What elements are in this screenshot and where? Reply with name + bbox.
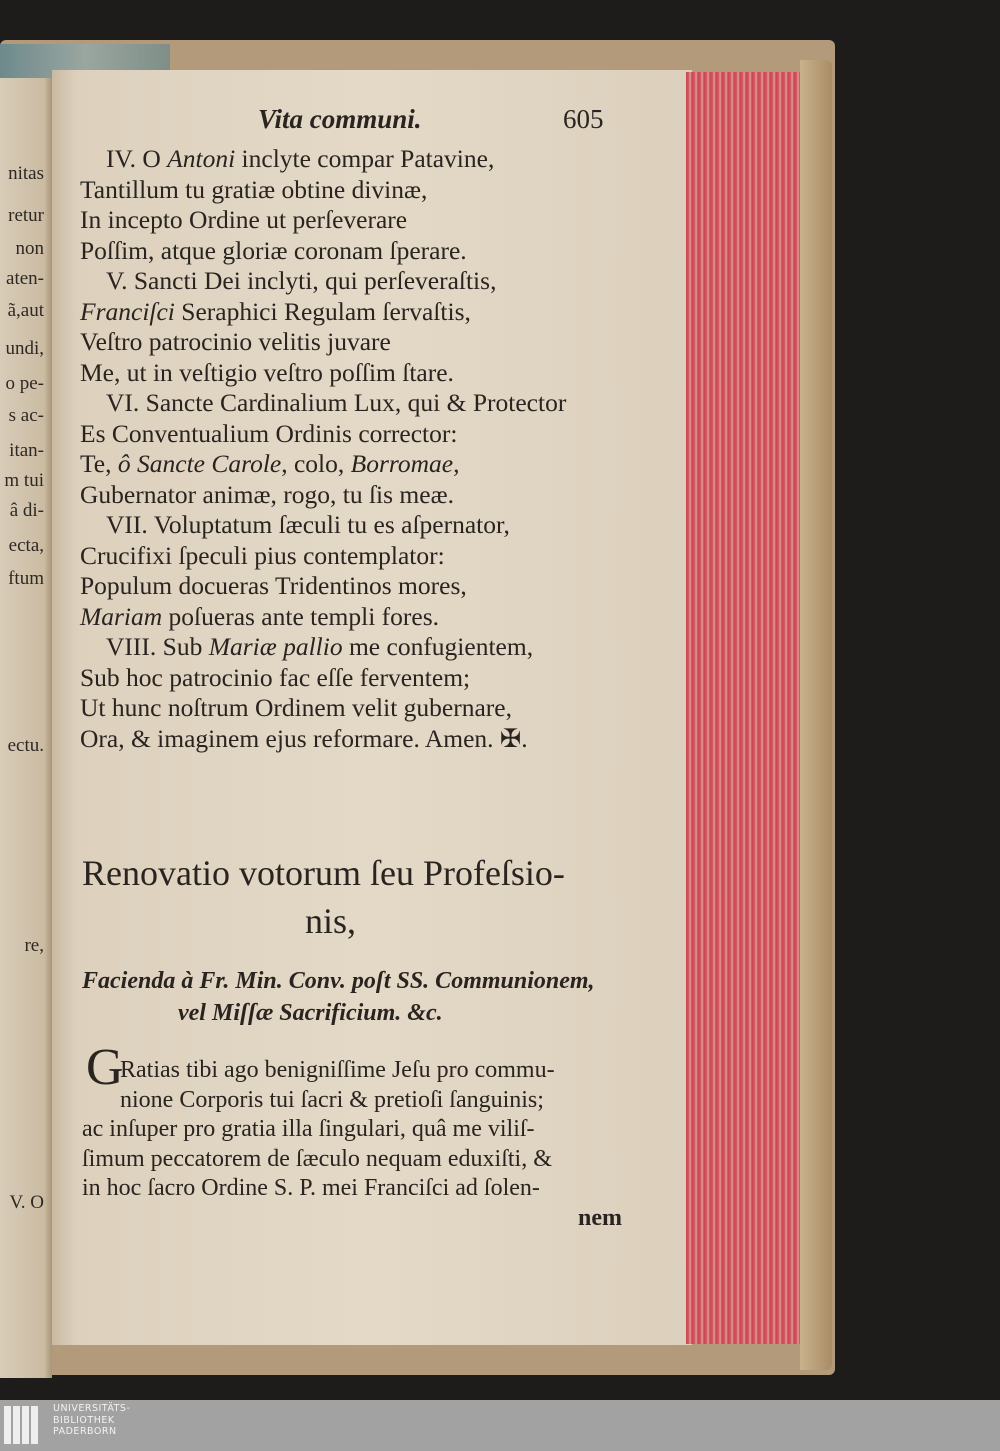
section-title: Renovatio votorum ſeu Profeſsio- — [82, 853, 565, 893]
left-page-fragment: re, — [24, 935, 44, 956]
verse-text: Veſtro patrocinio velitis juvare — [80, 327, 391, 356]
library-logo-text: UNIVERSITÄTS- BIBLIOTHEK PADERBORN — [53, 1403, 131, 1437]
body-line: Ratias tibi ago benigniſſime Jeſu pro commu- — [120, 1057, 555, 1083]
left-page-fragment: m tui — [4, 470, 44, 491]
italic-name: Mariæ pallio — [208, 632, 343, 661]
verse-line — [80, 693, 566, 724]
verse-text: Crucifixi ſpeculi pius contemplator: — [80, 540, 445, 570]
verse-text: In incepto Ordine ut perſeverare — [80, 205, 408, 234]
verse-text: , colo, — [281, 449, 351, 478]
body-line: ſimum peccatorem de ſæculo nequam eduxiſti, & — [82, 1145, 552, 1172]
left-page-fragment: itan- — [9, 440, 44, 461]
verse-line — [80, 205, 566, 236]
left-page-fragment: V. O — [9, 1192, 44, 1213]
left-page-fragment: â di- — [9, 500, 44, 521]
body-line: in hoc ſacro Ordine S. P. mei Franciſci ad ſolen- — [82, 1175, 540, 1201]
verse-text: Sub hoc patrocinio fac eſſe ferventem; — [80, 662, 471, 692]
verse-text: Es Conventualium Ordinis corrector: — [80, 418, 458, 448]
verse-line — [80, 510, 566, 541]
section-title-continued: nis, — [305, 901, 357, 941]
subtitle-line-1: Facienda à Fr. Min. Conv. poſt SS. Communionem, — [82, 968, 595, 994]
catchword: nem — [578, 1204, 622, 1231]
left-page-fragment: nitas — [8, 163, 44, 184]
verse-text: VIII. Sub — [106, 632, 209, 661]
left-page-fragment: ectu. — [7, 735, 44, 756]
book-fore-edge — [800, 60, 832, 1370]
italic-name: Franciſci — [80, 296, 175, 326]
red-page-edges — [686, 72, 800, 1344]
body-line: nione Corporis tui ſacri & pretioſi ſanguinis; — [120, 1086, 544, 1113]
verse-text: V. Sancti Dei inclyti, qui perſeveraſtis, — [106, 266, 497, 295]
left-page-fragment: ã,aut — [7, 300, 44, 321]
verse-text: Seraphici Regulam ſervaſtis, — [174, 296, 471, 326]
verse-line — [80, 297, 566, 328]
drop-cap: G — [86, 1039, 124, 1096]
verse-text: VII. Voluptatum ſæculi tu es aſpernator, — [106, 510, 510, 539]
library-logo-icon — [4, 1406, 40, 1449]
italic-name: Borromae, — [350, 449, 460, 478]
left-page-fragment: ecta, — [8, 535, 44, 556]
verse-text: Ut hunc noſtrum Ordinem velit gubernare, — [80, 693, 512, 722]
verse-block — [80, 144, 566, 754]
verse-text: Poſſim, atque gloriæ coronam ſperare. — [80, 235, 467, 265]
verse-line — [80, 327, 566, 358]
verse-text: Gubernator animæ, rogo, tu ſis meæ. — [80, 479, 454, 509]
verse-line — [80, 388, 566, 419]
left-page-fragment: ftum — [8, 568, 44, 589]
verse-text: Me, ut in veſtigio veſtro poſſim ſtare. — [80, 357, 454, 387]
verse-line — [80, 541, 566, 572]
italic-name: Antoni — [167, 144, 236, 173]
body-line: ac inſuper pro gratia illa ſingulari, quâ me viliſ- — [82, 1116, 535, 1142]
left-page-fragment: undi, — [5, 338, 44, 359]
verse-text: IV. O — [106, 144, 168, 173]
verse-line — [80, 175, 566, 206]
footer-bar — [0, 1400, 1000, 1451]
verse-text: poſueras ante templi fores. — [162, 601, 440, 631]
italic-name: ô Sancte Carole — [117, 449, 282, 478]
left-page — [0, 78, 52, 1378]
subtitle-line-2: vel Miſſæ Sacrificium. &c. — [178, 1000, 443, 1026]
verse-text: Te, — [80, 449, 118, 478]
verse-text: VI. Sancte Cardinalium Lux, qui & Protector — [106, 388, 567, 417]
left-page-fragment: non — [15, 238, 44, 259]
verse-line — [80, 571, 566, 602]
verse-text: Populum docueras Tridentinos mores, — [80, 571, 467, 600]
verse-line — [80, 632, 566, 663]
verse-line — [80, 449, 566, 480]
left-page-fragment: o pe- — [5, 373, 44, 394]
verse-line — [80, 144, 566, 175]
left-page-fragment: aten- — [6, 268, 44, 289]
verse-line — [80, 236, 566, 267]
verse-text: inclyte compar Patavine, — [235, 144, 495, 173]
verse-line — [80, 419, 566, 450]
body-text — [82, 1056, 622, 1233]
running-head: Vita communi. — [258, 104, 422, 134]
verse-line — [80, 663, 566, 694]
verse-line — [80, 358, 566, 389]
verse-text: Ora, & imaginem ejus reformare. Amen. ✠. — [80, 723, 528, 753]
page-number: 605 — [563, 104, 604, 134]
left-page-fragment: retur — [8, 205, 44, 226]
verse-line — [80, 266, 566, 297]
verse-line — [80, 602, 566, 633]
italic-name: Mariam — [80, 601, 163, 631]
left-page-fragment: s ac- — [8, 405, 44, 426]
verse-line — [80, 724, 566, 755]
verse-line — [80, 480, 566, 511]
verse-text: Tantillum tu gratiæ obtine divinæ, — [80, 174, 428, 204]
verse-text: me confugientem, — [342, 632, 534, 661]
